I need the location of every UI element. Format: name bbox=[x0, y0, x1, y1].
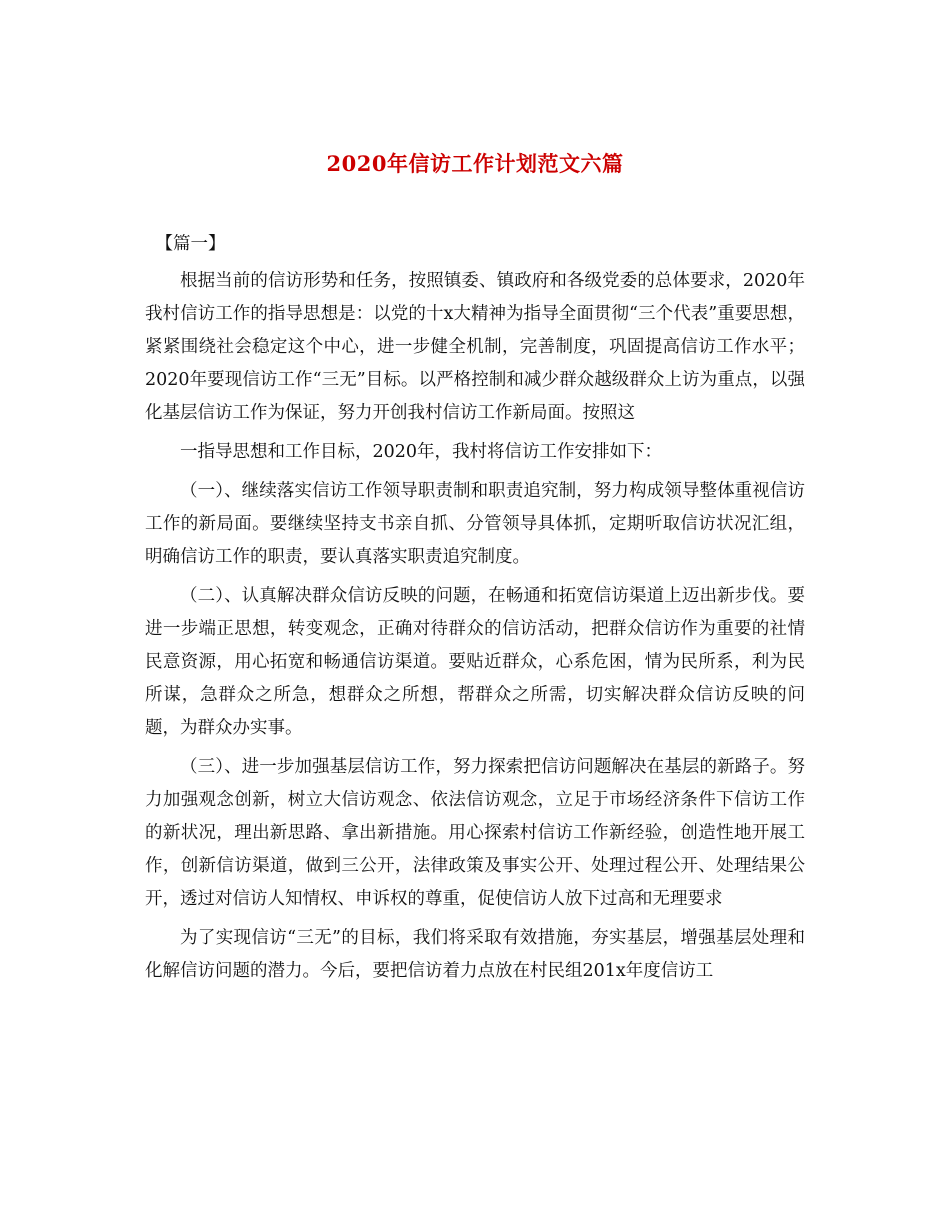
section-label: 【篇一】 bbox=[155, 234, 226, 254]
paragraph-3: （一）、继续落实信访工作领导职责制和职责追究制，努力构成领导整体重视信访工作的新局面。要继续坚持支书亲自抓、分管领导具体抓，定期听取信访状况汇组，明确信访工作的职责，要认真落实职责追究制度。 bbox=[145, 481, 805, 567]
document-body bbox=[145, 228, 805, 988]
paragraph-4: （二）、认真解决群众信访反映的问题，在畅通和拓宽信访渠道上迈出新步伐。要进一步端正思想，转变观念，正确对待群众的信访活动，把群众信访作为重要的社情民意资源，用心拓宽和畅通信访渠道。要贴近群众，心系危困，情为民所系，利为民所谋，急群众之所急，想群众之所想，帮群众之所需，切实解决群众信访反映的问题，为群众办实事。 bbox=[145, 586, 805, 738]
document-title: 2020年信访工作计划范文六篇 bbox=[326, 151, 624, 176]
paragraph-6: 为了实现信访“三无”的目标，我们将采取有效措施，夯实基层，增强基层处理和化解信访问题的潜力。今后，要把信访着力点放在村民组201x年度信访工 bbox=[145, 928, 805, 981]
paragraph-1: 根据当前的信访形势和任务，按照镇委、镇政府和各级党委的总体要求，2020年我村信访工作的指导思想是：以党的十x大精神为指导全面贯彻“三个代表”重要思想，紧紧围绕社会稳定这个中心，进一步健全机制，完善制度，巩固提高信访工作水平；2020年要现信访工作“三无”目标。以严格控制和减少群众越级群众上访为重点，以强化基层信访工作为保证，努力开创我村信访工作新局面。按照这 bbox=[145, 271, 805, 423]
paragraph-2: 一指导思想和工作目标，2020年，我村将信访工作安排如下： bbox=[180, 442, 663, 462]
paragraph-5: （三）、进一步加强基层信访工作，努力探索把信访问题解决在基层的新路子。努力加强观念创新，树立大信访观念、依法信访观念，立足于市场经济条件下信访工作的新状况，理出新思路、拿出新措施。用心探索村信访工作新经验，创造性地开展工作，创新信访渠道，做到三公开，法律政策及事实公开、处理过程公开、处理结果公开，透过对信访人知情权、申诉权的尊重，促使信访人放下过高和无理要求 bbox=[145, 757, 805, 909]
